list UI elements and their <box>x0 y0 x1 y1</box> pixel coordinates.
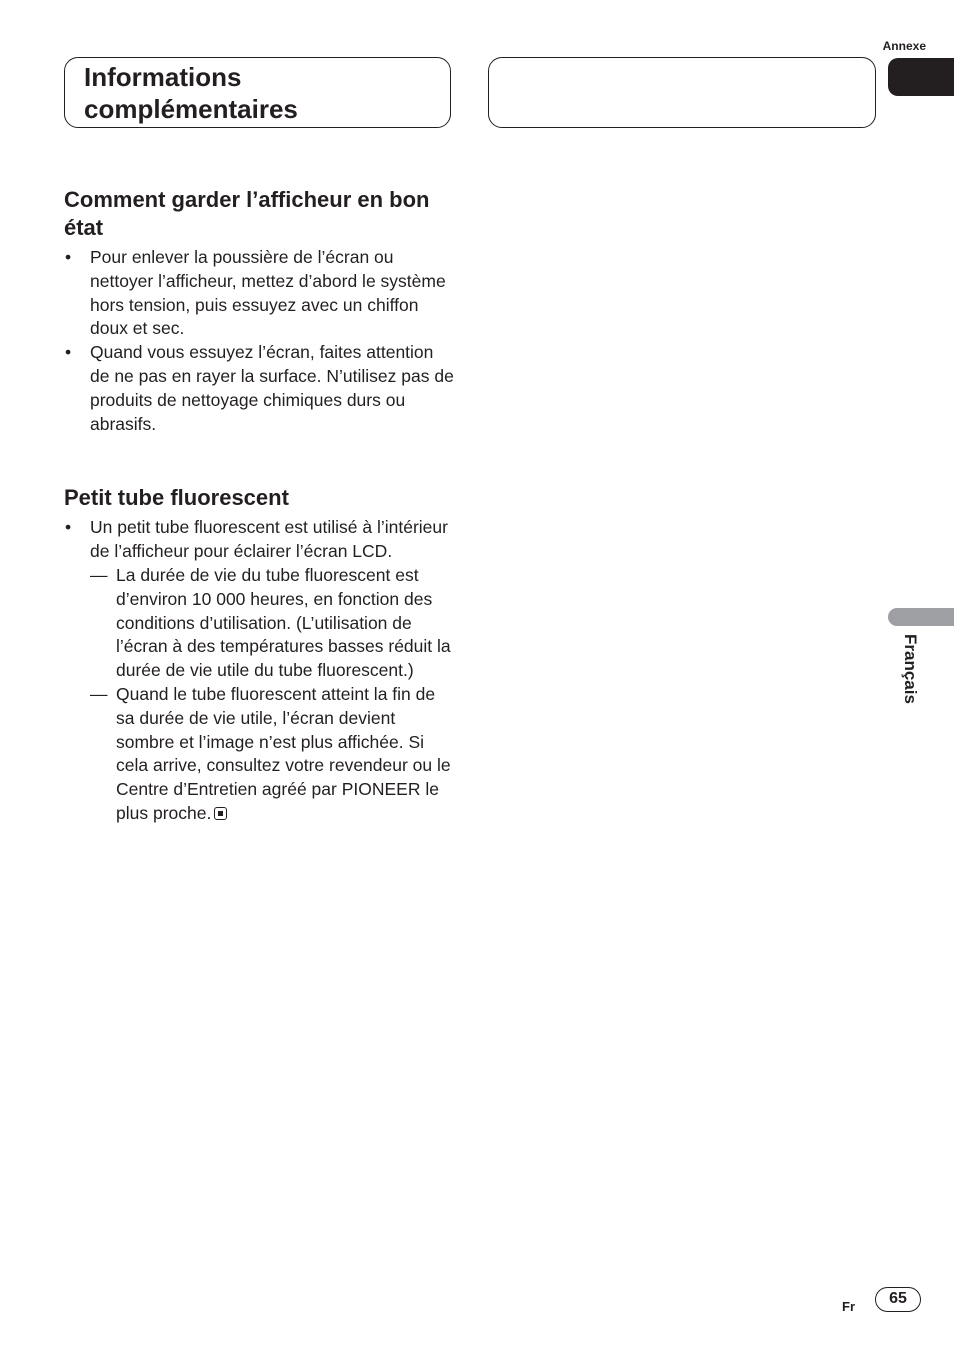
section-display-care <box>64 186 456 436</box>
empty-header-box <box>488 57 876 128</box>
bullet-text: Un petit tube fluorescent est utilisé à l’intérieur de l’afficheur pour éclairer l’écran LCD. <box>90 517 448 562</box>
dash-item-text: Quand le tube fluorescent atteint la fin de sa durée de vie utile, l’écran devient sombre et l’image n’est plus affichée. Si cela arrive, consultez votre revendeur ou le Centre d’Entretien agréé par PIONEER le plus proche. <box>116 683 451 823</box>
section-tag-label: Annexe <box>882 39 926 53</box>
dash-list <box>90 564 456 826</box>
language-tab-marker <box>888 608 954 626</box>
section-fluorescent-tube <box>64 484 456 825</box>
page-title: Informations complémentaires <box>84 62 298 124</box>
bullet-list <box>64 516 456 825</box>
bullet-item: • Pour enlever la poussière de l’écran ou nettoyer l’afficheur, mettez d’abord le système hors tension, puis essuyez avec un chiffon doux et sec. <box>64 246 456 341</box>
bullet-item <box>64 516 456 825</box>
language-label: Français <box>901 634 920 704</box>
bullet-list <box>64 246 456 436</box>
title-box <box>64 57 451 128</box>
language-code: Fr <box>842 1299 855 1314</box>
main-content <box>64 186 456 826</box>
section-heading: Petit tube fluorescent <box>64 485 289 511</box>
section-tab-marker <box>888 58 954 96</box>
dash-item: — La durée de vie du tube fluorescent est d’environ 10 000 heures, en fonction des conditions d’utilisation. (L’utilisation de l’écran à des températures basses réduit la durée de vie utile du tube fluorescent.) <box>90 564 456 683</box>
bullet-item: • Quand vous essuyez l’écran, faites attention de ne pas en rayer la surface. N’utilisez pas de produits de nettoyage chimiques durs ou abrasifs. <box>64 341 456 436</box>
section-heading: Comment garder l’afficheur en bon état <box>64 187 430 240</box>
end-of-section-icon <box>214 807 227 820</box>
dash-item <box>90 683 456 826</box>
page-number: 65 <box>875 1287 921 1312</box>
